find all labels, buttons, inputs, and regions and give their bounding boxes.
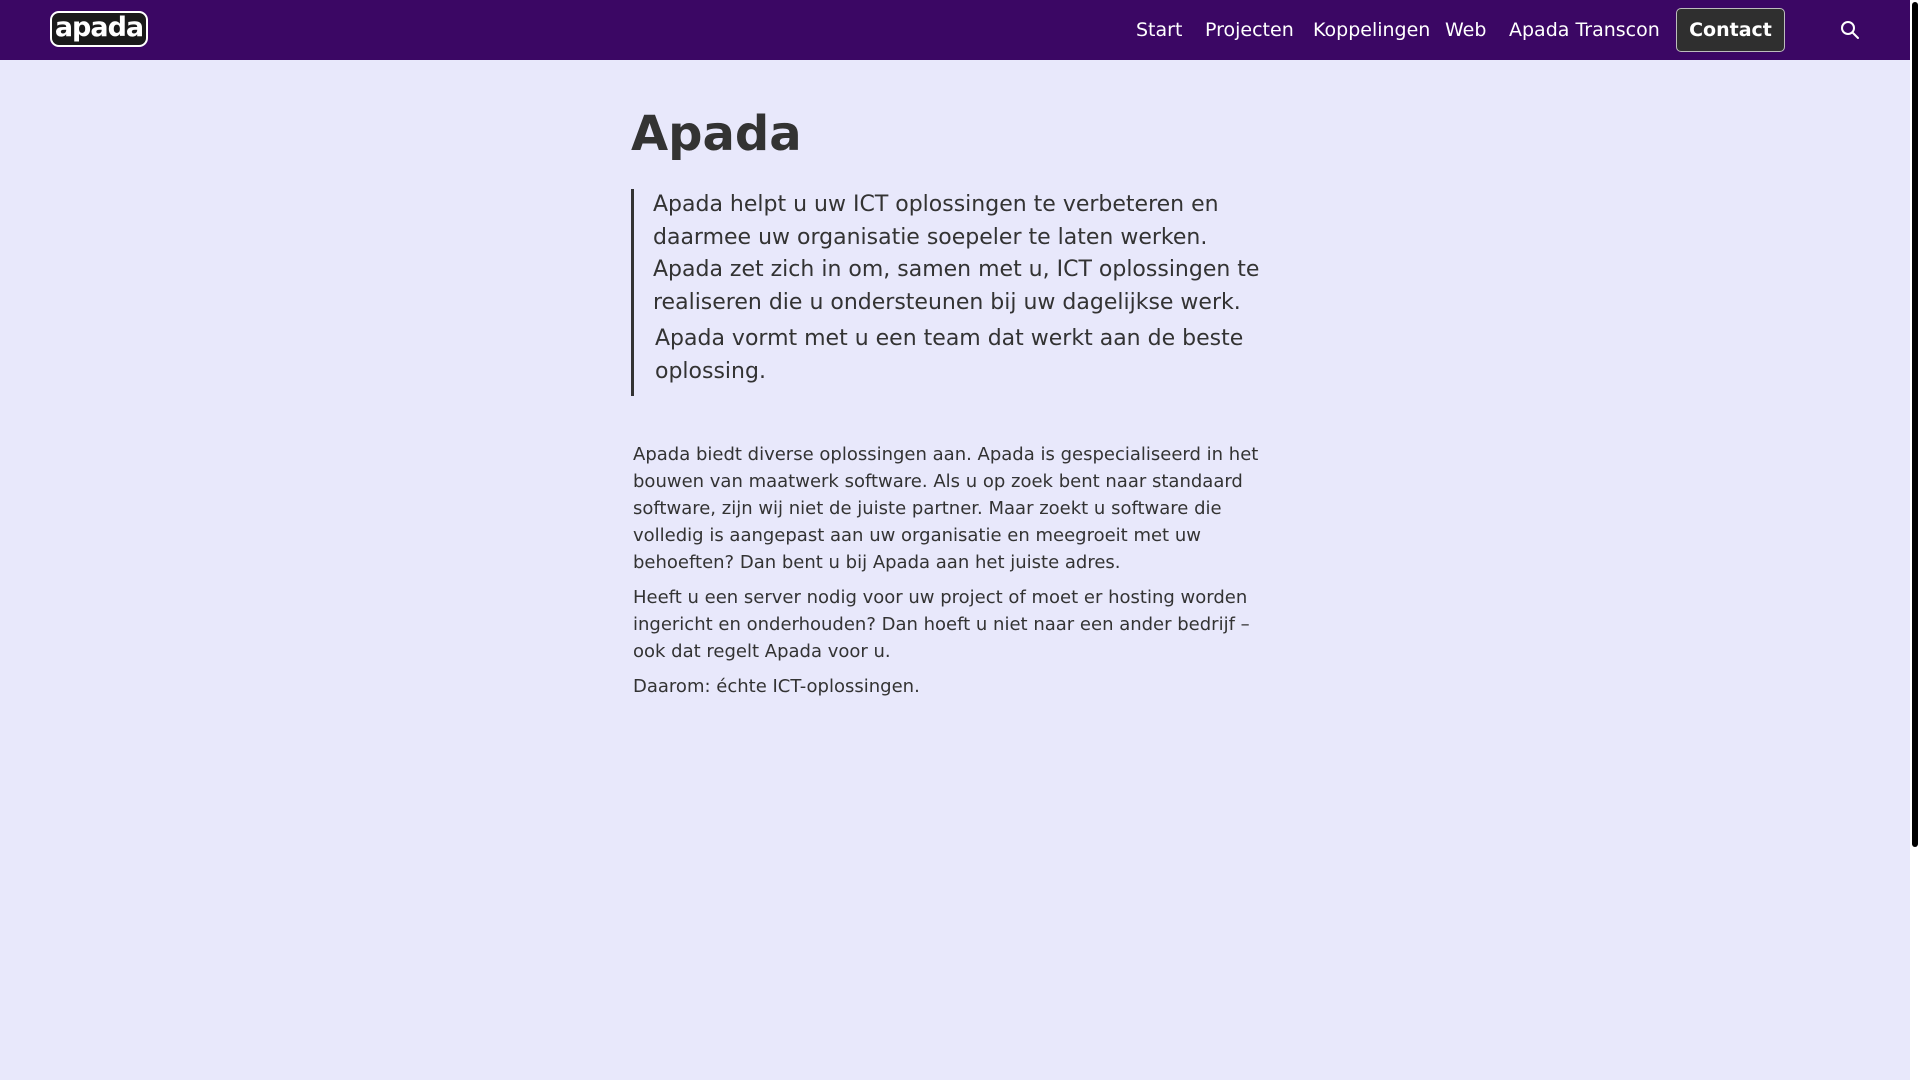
quote-paragraph: Apada helpt u uw ICT oplossingen te verbeteren en daarmee uw organisatie soepeler te laten werken. Apada zet zich in om, samen met u, ICT oplossingen te realiseren die u ondersteunen bij uw dagelijkse werk.	[653, 192, 1260, 315]
nav-item-start[interactable]: Start	[1136, 19, 1183, 41]
main-content	[631, 96, 1279, 697]
search-icon-glyph	[1840, 20, 1860, 40]
body-paragraph: Heeft u een server nodig voor uw project of moet er hosting worden ingericht en onderhouden? Dan hoeft u niet naar een ander bedrijf – ook dat regelt Apada voor u.	[633, 587, 1250, 662]
contact-button[interactable]: Contact	[1676, 8, 1785, 52]
quote-paragraph: Apada vormt met u een team dat werkt aan de beste oplossing.	[655, 326, 1244, 384]
nav-item-web[interactable]: Web	[1445, 19, 1487, 41]
nav-item-projecten[interactable]: Projecten	[1205, 19, 1294, 41]
site-header	[0, 0, 1910, 60]
body-paragraph: Apada biedt diverse oplossingen aan. Apada is gespecialiseerd in het bouwen van maatwerk software. Als u op zoek bent naar standaard software, zijn wij niet de juiste partner. Maar zoekt u software die volledig is aangepast aan uw organisatie en meegroeit met uw behoeften? Dan bent u bij Apada aan het juiste adres.	[633, 444, 1259, 573]
search-icon[interactable]	[1840, 20, 1860, 40]
apada-logo[interactable]: apada	[50, 11, 148, 47]
body-text	[633, 441, 1281, 708]
nav-item-koppelingen[interactable]: Koppelingen	[1313, 19, 1431, 41]
scrollbar-thumb[interactable]	[1912, 2, 1918, 847]
nav-item-apada-transcon[interactable]: Apada Transcon	[1509, 19, 1660, 41]
page-title: Apada	[631, 106, 802, 162]
intro-quote	[631, 189, 1279, 396]
body-paragraph: Daarom: échte ICT-oplossingen.	[633, 676, 920, 697]
